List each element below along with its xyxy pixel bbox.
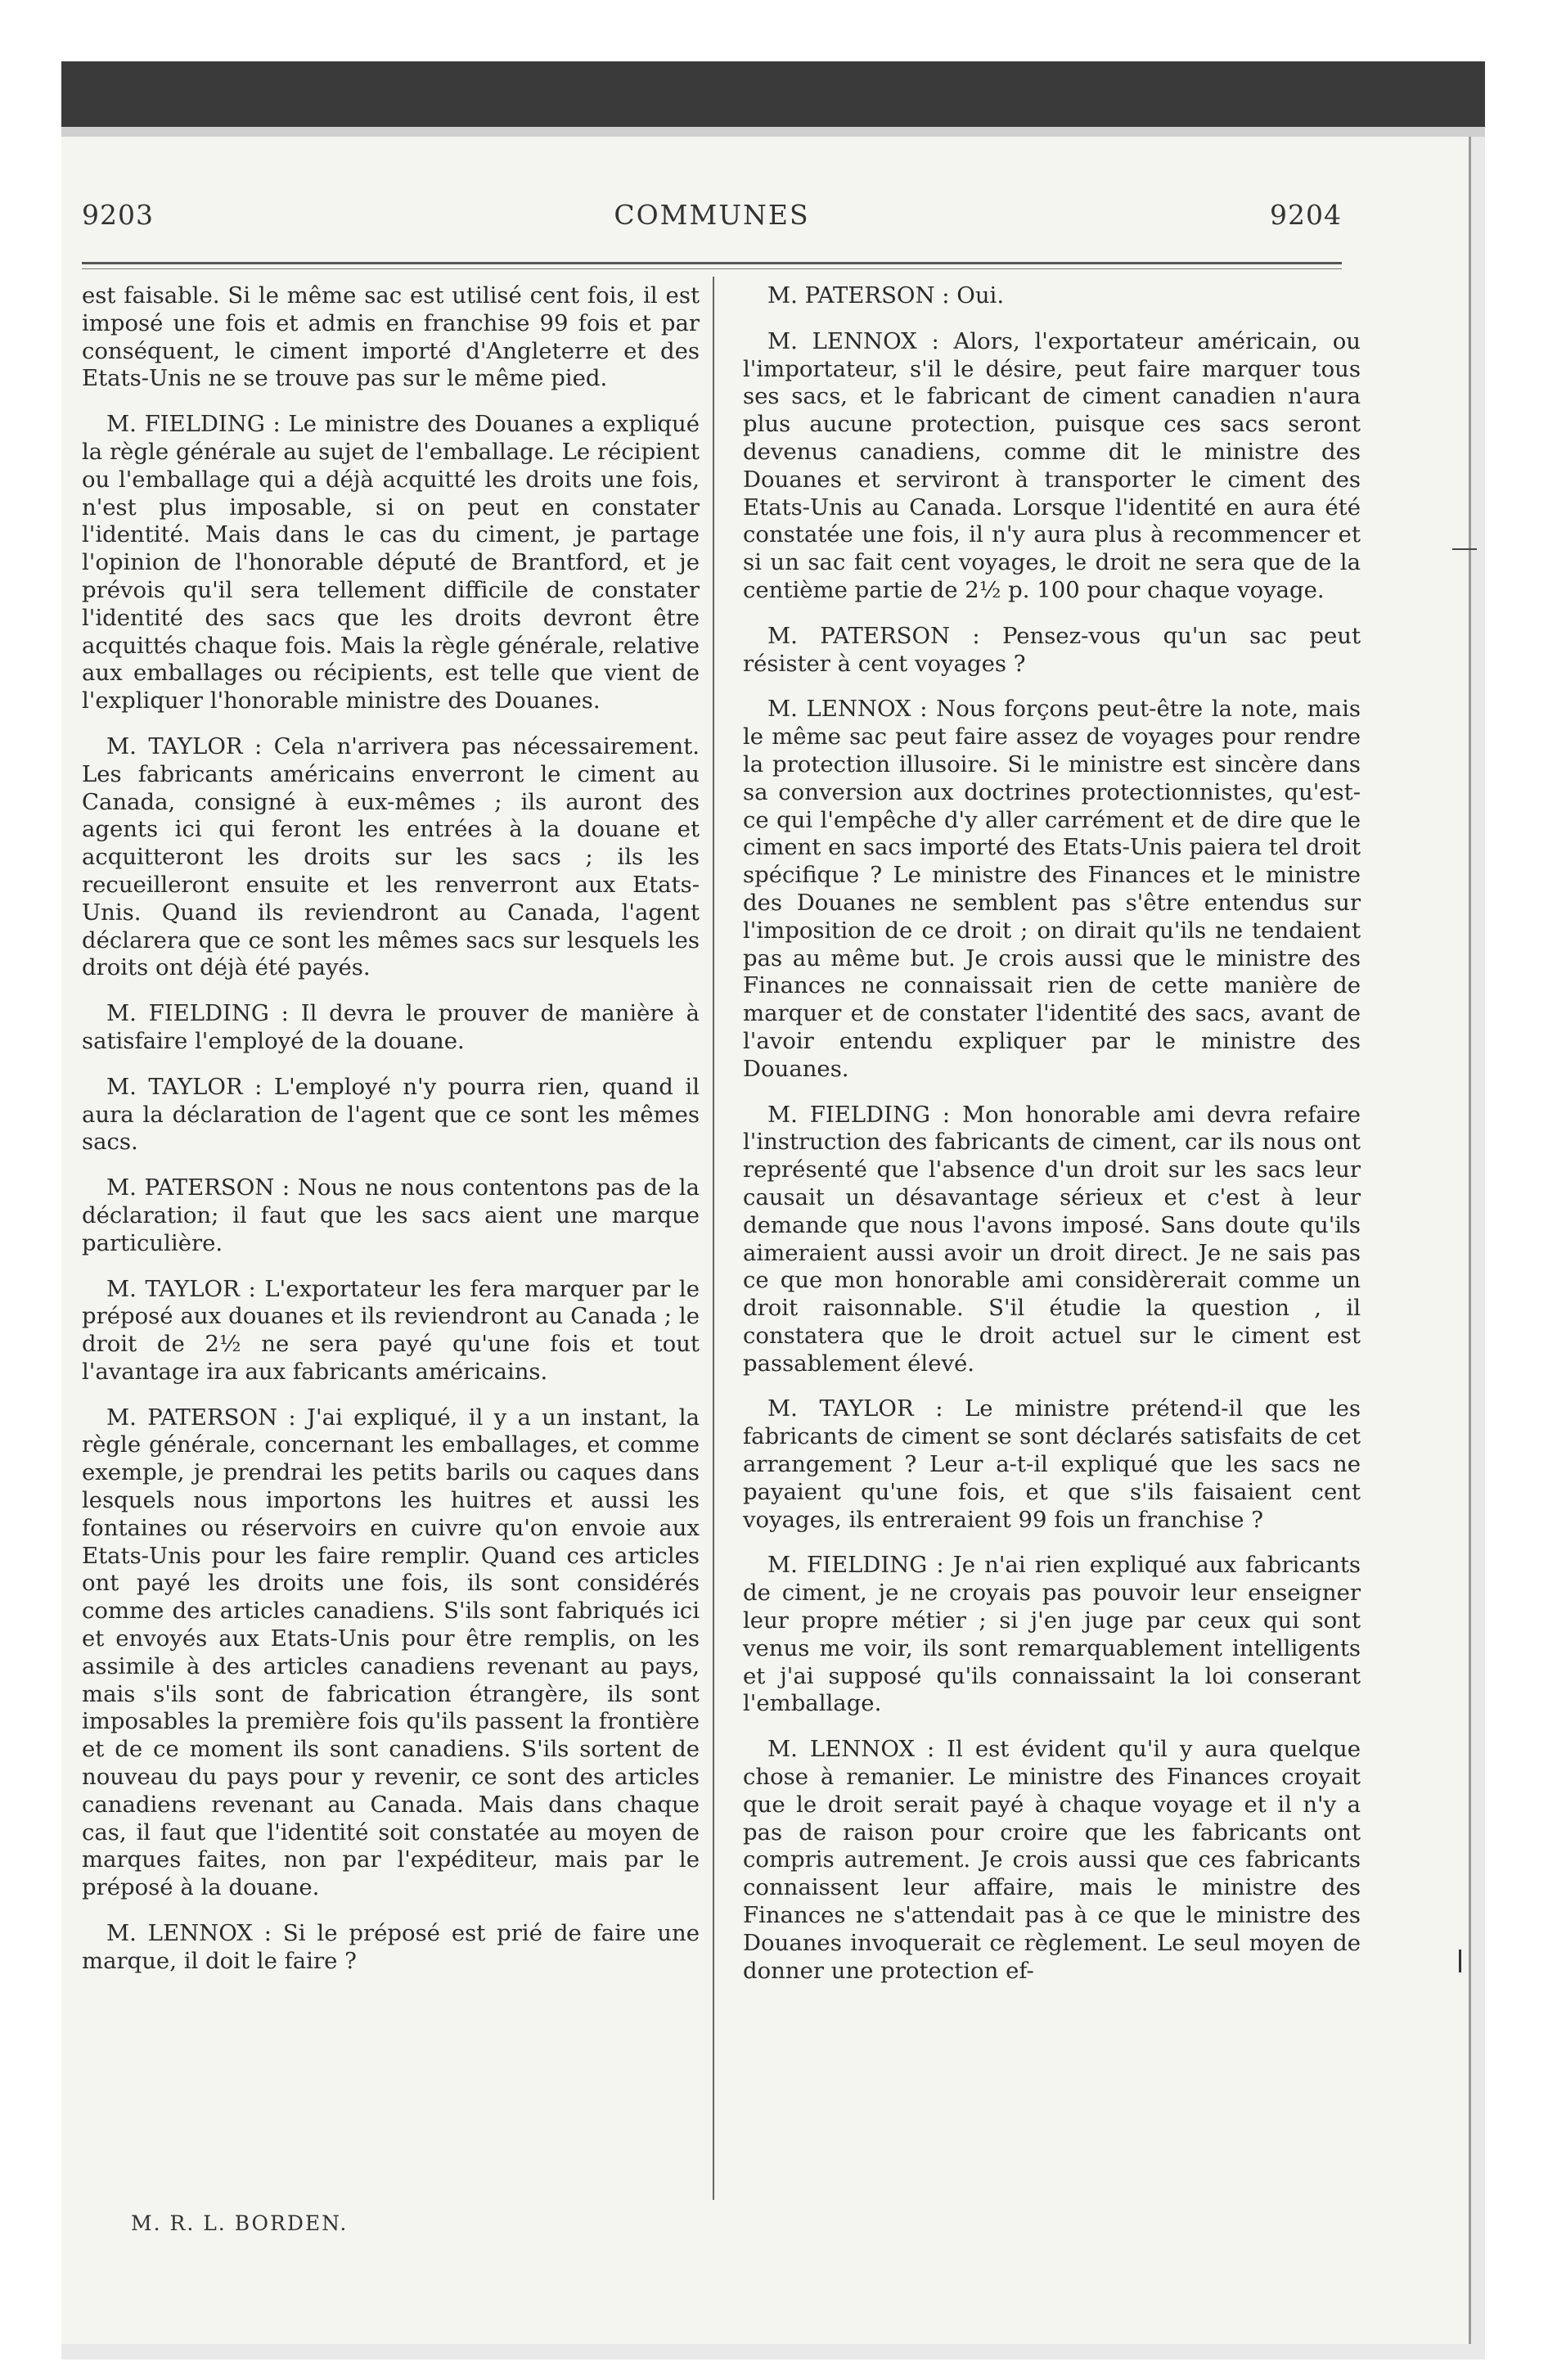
page-header <box>82 184 1342 233</box>
paragraph: M. LENNOX : Si le préposé est prié de faire une marque, il doit le faire ? <box>82 1920 700 1974</box>
paragraph: M. PATERSON : Pensez-vous qu'un sac peut résister à cent voyages ? <box>743 622 1361 677</box>
paragraph: M. PATERSON : Oui. <box>767 282 1005 309</box>
scan-top-band <box>61 61 1485 127</box>
paragraph: M. TAYLOR : L'exportateur les fera marquer par le préposé aux douanes et ils reviendront au Canada ; le droit de 2½ ne sera payé qu'une fois et tout l'avantage ira aux fabricants américains. <box>82 1275 700 1385</box>
header-rule <box>82 262 1342 264</box>
paragraph: M. LENNOX : Alors, l'exportateur américain, ou l'importateur, s'il le désire, peut faire marquer tous ses sacs, et le fabricant de ciment canadien n'aura plus aucune protection, puisque ces sacs seront devenus canadiens, comme dit le ministre des Douanes et serviront à transporter le ciment des Etats-Unis au Canada. Lorsque l'identité en aura été constatée une fois, il n'y aura plus à recommencer et si un sac fait cent voyages, le droit ne sera que de la centième partie de 2½ p. 100 pour chaque voyage. <box>743 327 1361 603</box>
paragraph: M. FIELDING : Je n'ai rien expliqué aux fabricants de ciment, je ne croyais pas pouvoir leur enseigner leur propre métier ; si j'en juge par ceux qui sont venus me voir, ils sont remarquablement intelligents et j'ai supposé qu'ils connaissaint la loi conserant l'emballage. <box>743 1552 1361 1717</box>
paragraph: M. FIELDING : Il devra le prouver de manière à satisfaire l'employé de la douane. <box>82 1000 700 1054</box>
paragraph: M. TAYLOR : Cela n'arrivera pas nécessairement. Les fabricants américains enverront le ciment au Canada, consigné à eux-mêmes ; ils auront des agents ici qui feront les entrées à la douane et acquitteront les droits sur les sacs ; ils les recueilleront ensuite et les renverront aux Etats-Unis. Quand ils reviendront au Canada, l'agent déclarera que ce sont les mêmes sacs sur lesquels les droits ont déjà été payés. <box>82 732 700 981</box>
paragraph: M. FIELDING : Mon honorable ami devra refaire l'instruction des fabricants de ciment, car ils nous ont représenté que l'absence d'un droit sur les sacs leur causait un désavantage sérieux et c'est à leur demande que nous l'avons imposé. Sans doute qu'ils aimeraient aussi avoir un droit direct. Je ne sais pas ce que mon honorable ami considèrerait comme un droit raisonnable. S'il étudie la question , il constatera que le droit actuel sur le ciment est passablement élevé. <box>743 1101 1361 1377</box>
header-rule-thin <box>82 268 1342 269</box>
paragraph: M. TAYLOR : Le ministre prétend-il que les fabricants de ciment se sont déclarés satisfaits de cet arrangement ? Leur a-t-il expliqué que les sacs ne payaient qu'une fois, et que s'ils faisaient cent voyages, ils entreraient 99 fois un franchise ? <box>743 1395 1361 1533</box>
margin-mark <box>1452 548 1477 550</box>
edge-mark <box>1459 1950 1461 1972</box>
page-number-left: 9203 <box>82 199 154 231</box>
left-column <box>82 282 700 1994</box>
paragraph: M. TAYLOR : L'employé n'y pourra rien, quand il aura la déclaration de l'agent que ce sont les mêmes sacs. <box>82 1073 700 1156</box>
page-number-right: 9204 <box>1270 199 1342 231</box>
speaker-signature: M. R. L. BORDEN. <box>131 2211 349 2235</box>
paragraph: M. LENNOX : Nous forçons peut-être la note, mais le même sac peut faire assez de voyages pour rendre la protection illusoire. Si le ministre est sincère dans sa conversion aux doctrines protectionnistes, qu'est-ce qui l'empêche d'y aller carrément et de dire que le ciment en sacs importé des Etats-Unis paiera tel droit spécifique ? Le ministre des Finances et le ministre des Douanes ne semblent pas s'être entendus sur l'imposition de ce droit ; on dirait qu'ils ne tendaient pas au même but. Je crois aussi que le ministre des Finances ne connaissait rien de cette manière de marquer et de constater l'identité des sacs, avant de l'avoir entendu expliquer par le ministre des Douanes. <box>743 696 1361 1082</box>
paragraph: est faisable. Si le même sac est utilisé cent fois, il est imposé une fois et admis en franchise 99 fois et par conséquent, le ciment importé d'Angleterre et des Etats-Unis ne se trouve pas sur le même pied. <box>82 282 700 392</box>
paragraph: M. PATERSON : J'ai expliqué, il y a un instant, la règle générale, concernant les emballages, et comme exemple, je prendrai les petits barils ou caques dans lesquels nous importons les huitres et aussi les fontaines ou réservoirs en cuivre qu'on envoie aux Etats-Unis pour les faire remplir. Quand ces articles ont payé les droits une fois, ils sont considérés comme des articles canadiens. S'ils sont fabriqués ici et envoyés aux Etats-Unis pour être remplis, on les assimile à des articles canadiens revenant au pays, mais s'ils sont de fabrication étrangère, ils sont imposables la première fois qu'ils passent la frontière et de ce moment ils sont canadiens. S'ils sortent de nouveau du pays pour y revenir, ce sont des articles canadiens revenant au Canada. Mais dans chaque cas, il faut que l'identité soit constatée au moyen de marques faites, non par l'expéditeur, mais par le préposé à la douane. <box>82 1404 700 1901</box>
right-column <box>743 282 1361 2003</box>
paragraph: M. FIELDING : Le ministre des Douanes a expliqué la règle générale au sujet de l'emballage. Le récipient ou l'emballage qui a déjà acquitté les droits une fois, n'est plus imposable, si on peut en constater l'identité. Mais dans le cas du ciment, je partage l'opinion de l'honorable député de Brantford, et je prévois qu'il sera tellement difficile de constater l'identité des sacs que les droits devront être acquittés chaque fois. Mais la règle générale, relative aux emballages ou récipients, est telle que vient de l'expliquer l'honorable ministre des Douanes. <box>82 411 700 714</box>
paragraph: M. PATERSON : Nous ne nous contentons pas de la déclaration; il faut que les sacs aient une marque particulière. <box>82 1174 700 1256</box>
scan-top-edge <box>61 127 1485 137</box>
column-divider <box>713 277 714 2200</box>
paragraph: M. LENNOX : Il est évident qu'il y aura quelque chose à remanier. Le ministre des Finances croyait que le droit serait payé à chaque voyage et il n'y a pas de raison pour croire que les fabricants ont compris autrement. Je crois aussi que ces fabricants connaissent leur affaire, mais le ministre des Finances ne s'attendait pas à ce que le ministre des Douanes invoquerait ce règlement. Le seul moyen de donner une protection ef- <box>743 1736 1361 1984</box>
page-title: COMMUNES <box>614 199 810 231</box>
